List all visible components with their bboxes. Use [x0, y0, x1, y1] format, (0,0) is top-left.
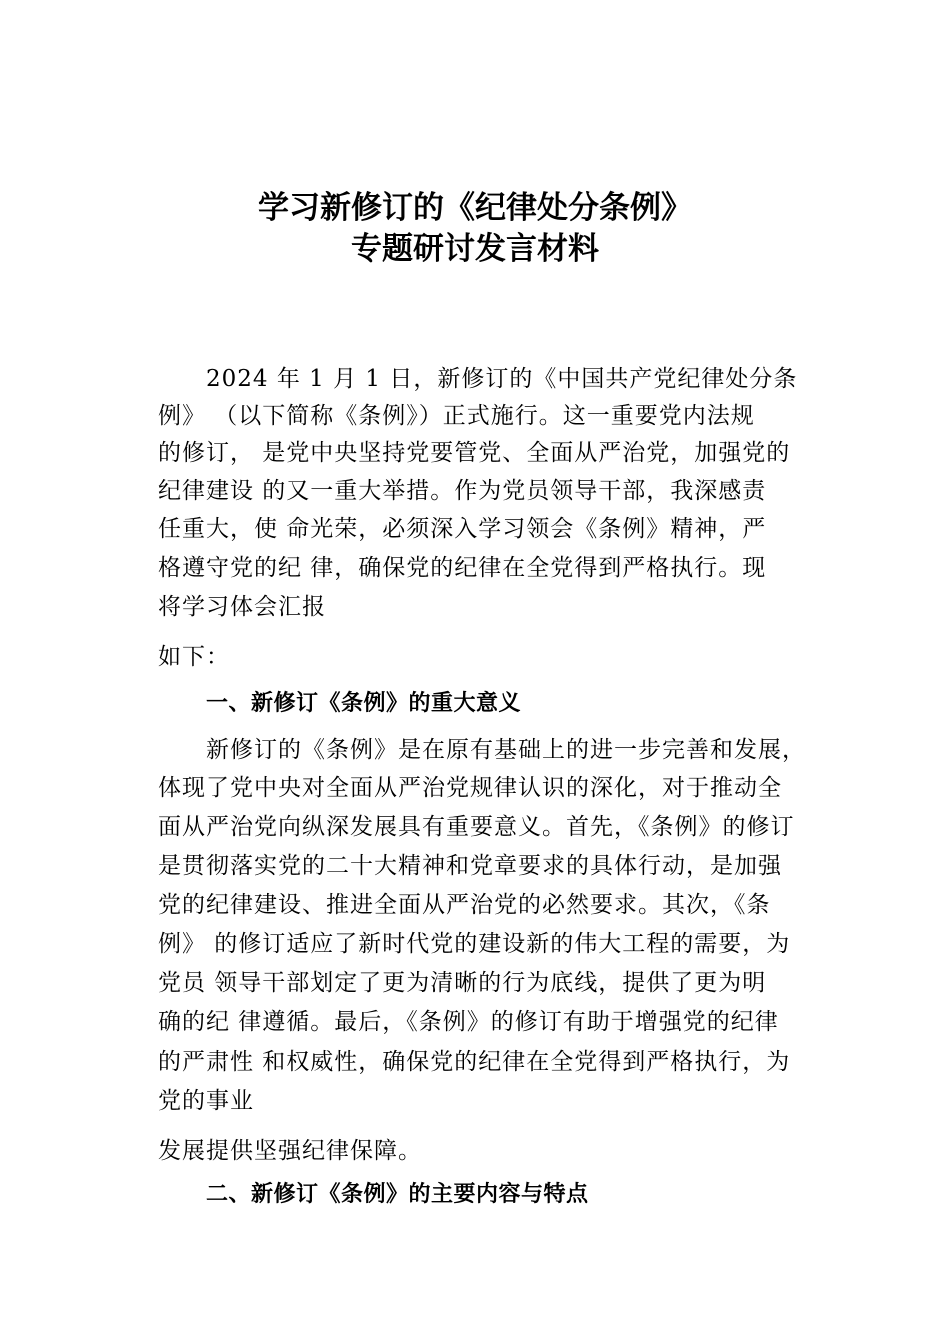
paragraph-2-line: 党的纪律建设、推进全面从严治党的必然要求。其次，《条: [158, 892, 771, 918]
section-heading-2: 二、新修订《条例》的主要内容与特点: [206, 1182, 589, 1207]
paragraph-2-line: 的严肃性 和权威性，确保党的纪律在全党得到严格执行，为: [158, 1049, 791, 1075]
paragraph-2-line: 党的事业: [158, 1088, 254, 1114]
paragraph-1-line: 格遵守党的纪 律，确保党的纪律在全党得到严格执行。现: [158, 555, 767, 581]
paragraph-1-line: 任重大，使 命光荣，必须深入学习领会《条例》精神，严: [158, 516, 767, 542]
paragraph-1-line: 2024 年 1 月 1 日，新修订的《中国共产党纪律处分条: [206, 366, 798, 392]
section-heading-1: 一、新修订《条例》的重大意义: [206, 691, 522, 716]
paragraph-1-line: 的修订， 是党中央坚持党要管党、全面从严治党，加强党的: [158, 440, 791, 466]
document-title-line-2: 专题研讨发言材料: [351, 231, 599, 267]
document-title-line-1: 学习新修订的《纪律处分条例》: [258, 190, 692, 226]
paragraph-2-line: 新修订的《条例》是在原有基础上的进一步完善和发展，: [206, 737, 806, 763]
paragraph-2-line: 例》 的修订适应了新时代党的建设新的伟大工程的需要，为: [158, 931, 791, 957]
paragraph-2-tail: 发展提供坚强纪律保障。: [158, 1138, 422, 1164]
paragraph-2-line: 党员 领导干部划定了更为清晰的行为底线，提供了更为明: [158, 970, 767, 996]
paragraph-1-tail: 如下：: [158, 644, 230, 670]
paragraph-1-line: 例》 （以下简称《条例》）正式施行。这一重要党内法规: [158, 403, 755, 429]
paragraph-1-line: 纪律建设 的又一重大举措。作为党员领导干部，我深感责: [158, 478, 767, 504]
paragraph-2-line: 面从严治党向纵深发展具有重要意义。首先，《条例》的修订: [158, 814, 795, 840]
paragraph-1-line: 将学习体会汇报: [158, 594, 326, 620]
paragraph-2-line: 是贯彻落实党的二十大精神和党章要求的具体行动，是加强: [158, 853, 782, 879]
paragraph-2-line: 确的纪 律遵循。最后，《条例》的修订有助于增强党的纪律: [158, 1009, 779, 1035]
paragraph-2-line: 体现了党中央对全面从严治党规律认识的深化，对于推动全: [158, 775, 782, 801]
